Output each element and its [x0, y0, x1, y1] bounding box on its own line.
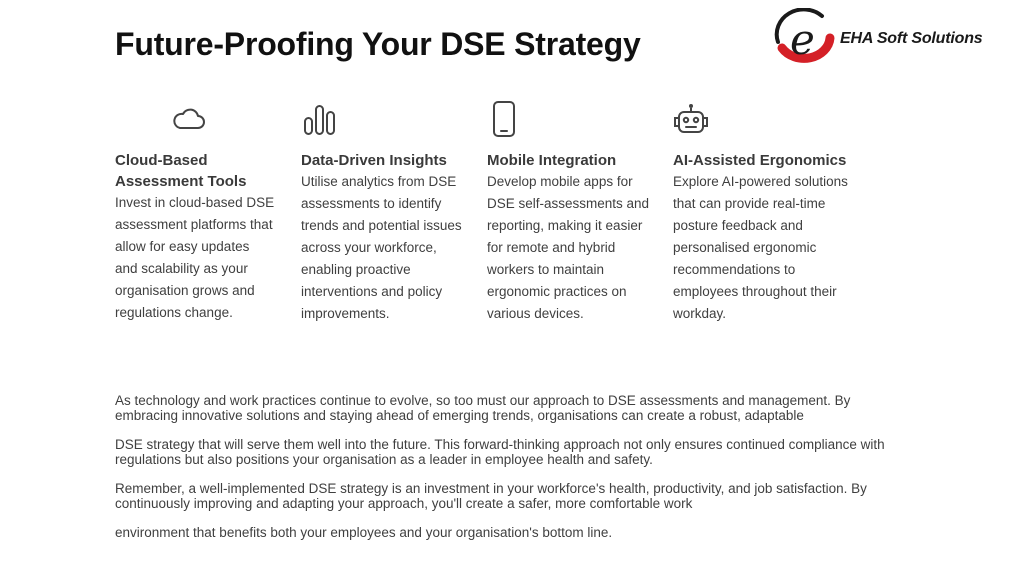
feature-description: Develop mobile apps for DSE self-assessments and reporting, making it easier for remote and hybrid workers to maintain ergonomic practices on various devices.: [487, 174, 650, 321]
body-paragraph: Remember, a well-implemented DSE strategy is an investment in your workforce's health, productivity, and job satisfaction. By continuously improving and adapting your approach, you'll create a safer, more comfortable work: [115, 481, 867, 511]
feature-description: Invest in cloud-based DSE assessment platforms that allow for easy updates and scalability as your organisation grows and regulations change.: [115, 195, 275, 320]
feature-description: Utilise analytics from DSE assessments to identify trends and potential issues across your workforce, enabling proactive interventions and policy improvements.: [301, 174, 462, 321]
feature-title: AI-Assisted Ergonomics: [673, 152, 847, 169]
body-paragraph: As technology and work practices continue to evolve, so too must our approach to DSE assessments and management. By embracing innovative solutions and staying ahead of emerging trends, organisations can create a robust, adaptable: [115, 393, 851, 423]
feature-title: Mobile Integration: [487, 152, 617, 169]
page-title: Future-Proofing Your DSE Strategy: [115, 26, 641, 62]
body-paragraph: DSE strategy that will serve them well into the future. This forward-thinking approach not only ensures continued compliance with regulations but also positions your organisation as a leader in employee health and safety.: [115, 437, 885, 467]
feature-column-cloud: [115, 150, 275, 324]
bar-chart-icon: [301, 100, 339, 138]
logo-letter: e: [790, 15, 815, 64]
feature-column-mobile: [487, 150, 652, 325]
logo-text: EHA Soft Solutions: [840, 30, 983, 47]
feature-description: Explore AI-powered solutions that can provide real-time posture feedback and personalised ergonomic recommendations to employees throughout their workday.: [673, 174, 848, 321]
cloud-icon: [170, 100, 208, 138]
logo-emblem-icon: [772, 8, 836, 72]
mobile-phone-icon: [486, 100, 524, 138]
company-logo: [772, 8, 1017, 72]
body-paragraph: environment that benefits both your employees and your organisation's bottom line.: [115, 525, 613, 540]
robot-icon: [672, 100, 710, 138]
feature-column-ai: [673, 150, 848, 325]
feature-title: Cloud-Based Assessment Tools: [115, 152, 247, 190]
feature-title: Data-Driven Insights: [301, 152, 447, 169]
feature-column-data: [301, 150, 473, 325]
